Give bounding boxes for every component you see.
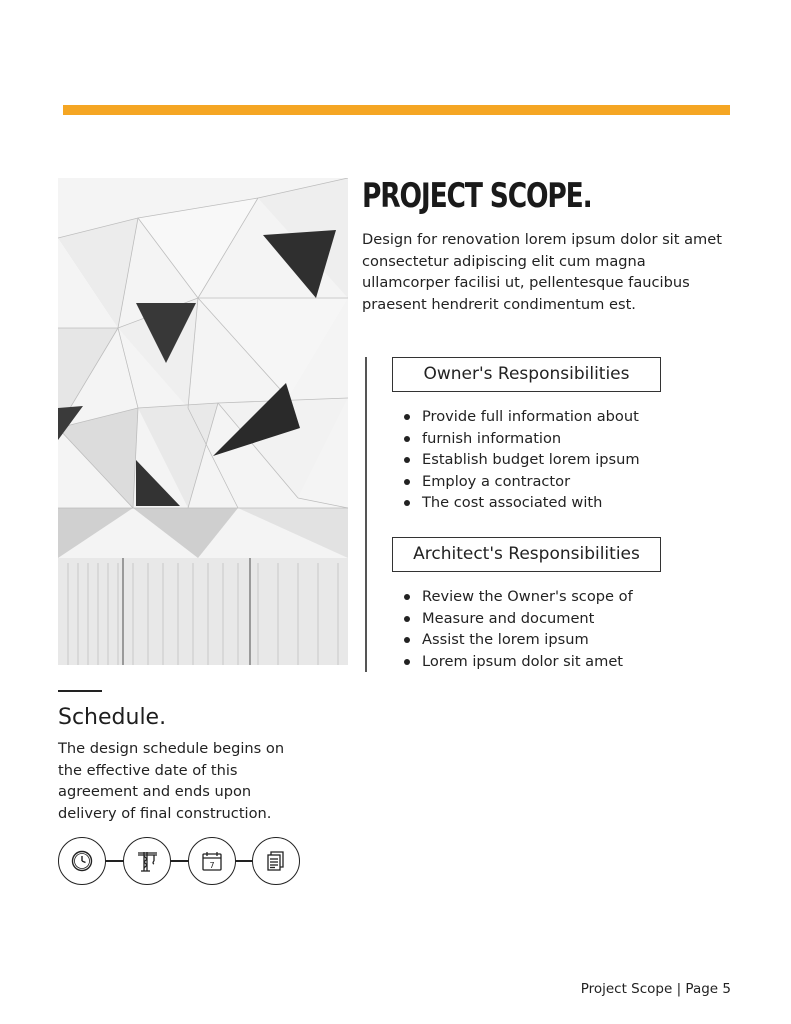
owner-responsibilities-list (404, 406, 640, 514)
list-item (404, 586, 633, 608)
list-item (404, 629, 633, 651)
bullet-icon (404, 616, 410, 622)
vertical-divider (365, 357, 367, 672)
architecture-photo (58, 178, 348, 665)
list-item-text: Review the Owner's scope of (422, 588, 633, 605)
intro-paragraph: Design for renovation lorem ipsum dolor sit amet consectetur adipiscing elit cum magna ullamcorper facilisi ut, pellentesque faucibus praesent hendrerit condimentum est. (362, 231, 722, 313)
accent-bar (63, 105, 730, 115)
bullet-icon (404, 436, 410, 442)
clock-icon (58, 837, 106, 885)
page-title: PROJECT SCOPE. (362, 176, 592, 216)
bullet-icon (404, 414, 410, 420)
schedule-description: The design schedule begins on the effective date of this agreement and ends upon delivery of final construction. (58, 740, 285, 822)
schedule-icon-row (58, 837, 302, 885)
list-item (404, 492, 640, 514)
list-item (404, 608, 633, 630)
bullet-icon (404, 637, 410, 643)
list-item-text: Measure and document (422, 609, 595, 627)
schedule-rule (58, 690, 102, 692)
list-item-text: Employ a contractor (422, 472, 571, 490)
bullet-icon (404, 457, 410, 463)
list-item (404, 406, 640, 428)
bullet-icon (404, 659, 410, 665)
list-item-text: Provide full information about (422, 408, 639, 425)
owner-responsibilities-heading: Owner's Responsibilities (392, 357, 661, 392)
crane-icon (123, 837, 171, 885)
list-item-text: furnish information (422, 429, 562, 447)
page-footer: Project Scope | Page 5 (580, 981, 731, 997)
list-item-text: Assist the lorem ipsum (422, 631, 589, 648)
list-item (404, 449, 640, 471)
list-item (404, 428, 640, 450)
bullet-icon (404, 500, 410, 506)
bullet-icon (404, 479, 410, 485)
list-item (404, 651, 633, 673)
bullet-icon (404, 594, 410, 600)
documents-icon (252, 837, 300, 885)
list-item-text: Lorem ipsum dolor sit amet (422, 652, 624, 670)
list-item-text: The cost associated with (422, 494, 603, 511)
list-item (404, 471, 640, 493)
architect-responsibilities-heading: Architect's Responsibilities (392, 537, 661, 572)
schedule-title: Schedule. (58, 705, 167, 730)
list-item-text: Establish budget lorem ipsum (422, 451, 640, 468)
calendar-day: 7 (209, 861, 215, 870)
calendar-icon (188, 837, 236, 885)
architect-responsibilities-list (404, 586, 633, 672)
